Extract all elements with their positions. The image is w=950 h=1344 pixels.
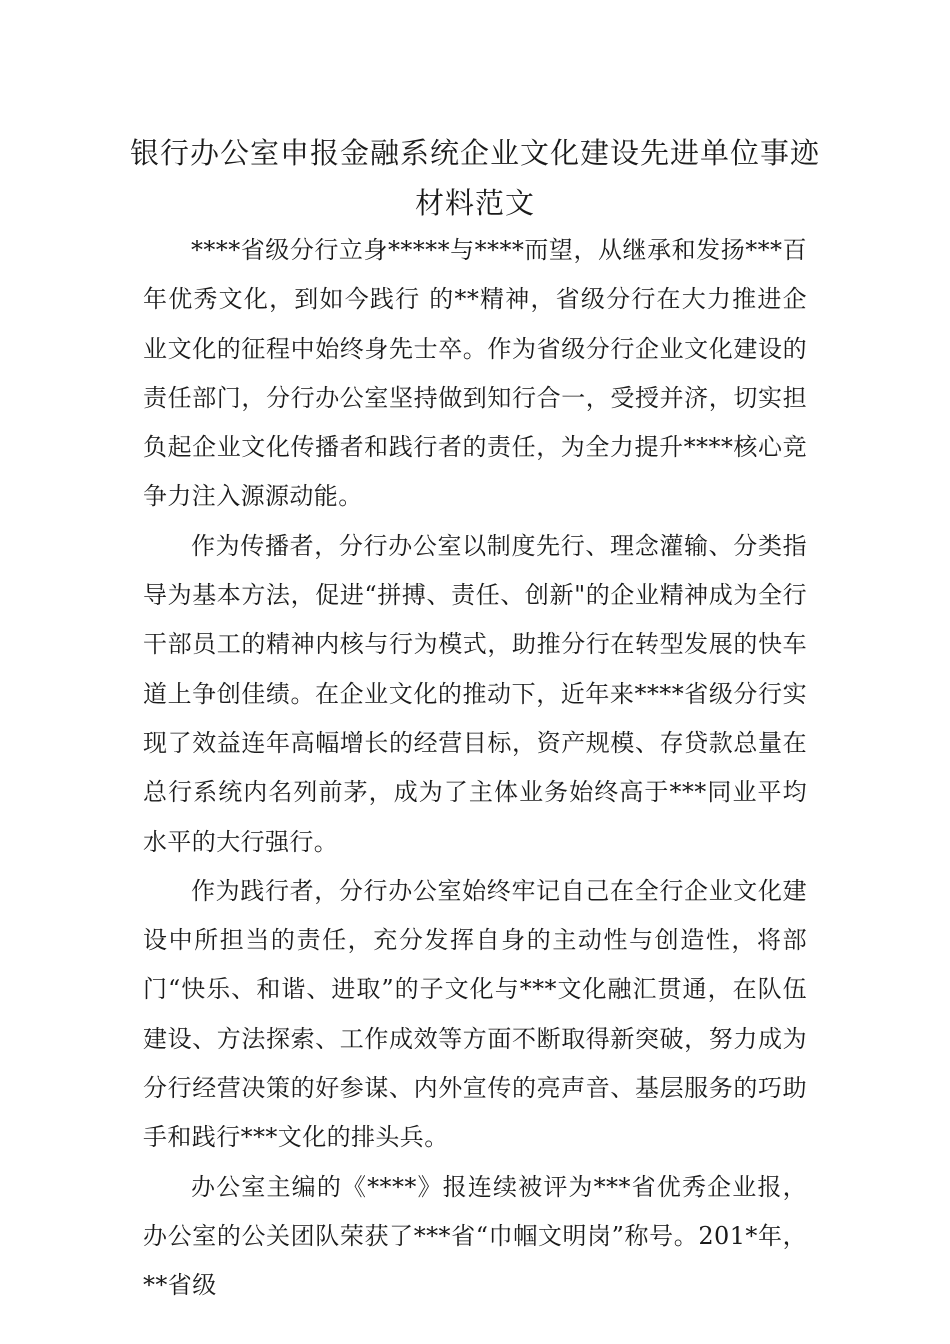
paragraph-4: 办公室主编的《****》报连续被评为***省优秀企业报，办公室的公关团队荣获了***省“巾帼文明岗”称号。201*年，**省级 (143, 1172, 807, 1300)
document-body (143, 226, 807, 1311)
paragraph-1: ****省级分行立身*****与****而望，从继承和发扬***百年优秀文化，到如今践行 的**精神，省级分行在大力推进企业文化的征程中始终身先士卒。作为省级分行企业文化建设的责任部门，分行办公室坚持做到知行合一，受授并济，切实担负起企业文化传播者和践行者的责任，为全力提升****核心竞争力注入源源动能。 (143, 236, 807, 511)
document-title-line-2: 材料范文 (414, 186, 535, 220)
document-title-line-1: 银行办公室申报金融系统企业文化建设先进单位事迹 (129, 136, 820, 170)
paragraph-2: 作为传播者，分行办公室以制度先行、理念灌输、分类指导为基本方法，促进“拼搏、责任、创新"的企业精神成为全行干部员工的精神内核与行为模式，助推分行在转型发展的快车道上争创佳绩。在企业文化的推动下，近年来****省级分行实现了效益连年高幅增长的经营目标，资产规模、存贷款总量在总行系统内名列前茅，成为了主体业务始终高于***同业平均水平的大行强行。 (143, 531, 807, 856)
paragraph-3: 作为践行者，分行办公室始终牢记自己在全行企业文化建设中所担当的责任，充分发挥自身的主动性与创造性，将部门“快乐、和谐、进取”的子文化与***文化融汇贯通，在队伍建设、方法探索、工作成效等方面不断取得新突破，努力成为分行经营决策的好参谋、内外宣传的亮声音、基层服务的巧助手和践行***文化的排头兵。 (143, 876, 807, 1152)
